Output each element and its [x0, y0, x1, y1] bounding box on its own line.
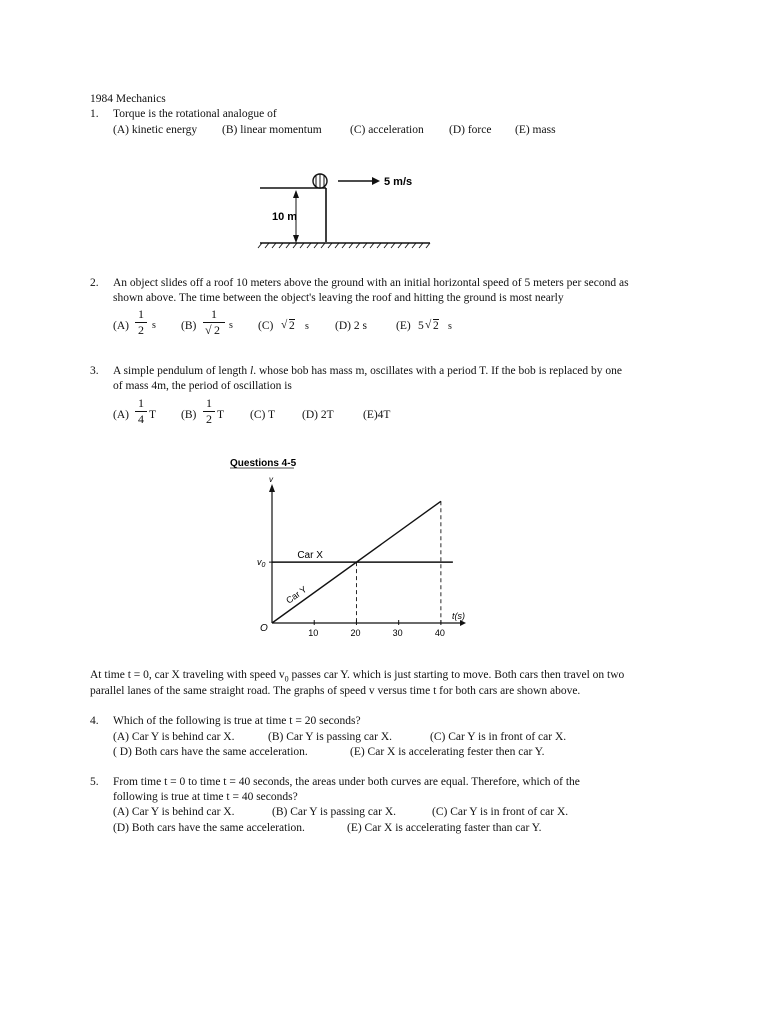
q2-b-denominator: 2: [214, 323, 220, 337]
q3-length-symbol: l: [250, 365, 254, 377]
q2-option-d: (D) 2 s: [335, 320, 367, 332]
q3-a-unit: T: [149, 409, 157, 421]
chart-series: [272, 501, 453, 623]
q3-option-e: (E)4T: [363, 409, 391, 421]
sqrt-icon: √: [205, 323, 212, 337]
q2-option-b-label: (B): [181, 320, 197, 332]
q5-option-d: (D) Both cars have the same acceleration.: [113, 822, 305, 834]
speed-label: 5 m/s: [384, 176, 413, 188]
q2-option-a-fraction: [135, 308, 147, 337]
q5-number: 5.: [90, 776, 99, 788]
q4-option-d: ( D) Both cars have the same acceleration.: [113, 746, 308, 758]
height-label: 10 m: [272, 211, 298, 223]
origin-label: O: [260, 623, 268, 634]
q3-b-numerator: 1: [206, 396, 212, 410]
q5-option-b: (B) Car Y is passing car X.: [272, 806, 397, 818]
roof-figure: [250, 160, 450, 255]
q3-option-c: (C) T: [250, 409, 276, 421]
context-line-1-start: At time t = 0, car X traveling with speed v: [90, 669, 285, 681]
q2-a-numerator: 1: [138, 307, 144, 321]
q1-option-b: (B) linear momentum: [222, 124, 322, 136]
q3-option-b-fraction: [203, 397, 215, 426]
q3-a-numerator: 1: [138, 396, 144, 410]
chart-title: Questions 4-5: [230, 458, 297, 469]
q2-c-unit: s: [305, 321, 309, 332]
speed-time-chart-svg: [222, 448, 472, 643]
q4-text: Which of the following is true at time t = 20 seconds?: [113, 715, 361, 727]
context-line-2: parallel lanes of the same straight road. The graphs of speed v versus time t for both cars are shown above.: [90, 685, 581, 697]
q1-option-d: (D) force: [449, 124, 492, 136]
q2-e-unit: s: [448, 321, 452, 332]
q3-option-a-fraction: [135, 397, 147, 426]
q4-option-e: (E) Car X is accelerating fester then car Y.: [350, 746, 545, 758]
v0-subscript: 0: [261, 562, 266, 570]
q1-text: Torque is the rotational analogue of: [113, 108, 277, 120]
q1-option-e: (E) mass: [515, 124, 556, 136]
q5-line-2: following is true at time t = 40 seconds?: [113, 791, 298, 803]
q1-option-c: (C) acceleration: [350, 124, 424, 136]
q2-c-value: 2: [289, 320, 295, 332]
q1-option-a: (A) kinetic energy: [113, 124, 198, 136]
series-car-x-label: Car X: [297, 550, 323, 562]
y-axis-label: v: [269, 475, 273, 484]
q3-option-b-label: (B): [181, 409, 197, 421]
q2-number: 2.: [90, 277, 99, 289]
x-tick-label: 30: [392, 628, 403, 638]
context-line-1-end: passes car Y. which is just starting to move. Both cars then travel on two: [288, 669, 625, 681]
q2-line-1: An object slides off a roof 10 meters above the ground with an initial horizontal speed of 5 meters per second as: [113, 277, 629, 289]
context-line-1: [90, 669, 624, 683]
x-axis-label: t(s): [452, 611, 465, 621]
q3-number: 3.: [90, 365, 99, 377]
x-tick-label: 20: [350, 628, 361, 638]
q3-a-denominator: 4: [138, 412, 144, 426]
q3-line-2: of mass 4m, the period of oscillation is: [113, 380, 292, 392]
roof-figure-svg: [250, 160, 450, 255]
series-car-y-label: Car Y: [284, 584, 309, 606]
q4-option-a: (A) Car Y is behind car X.: [113, 731, 235, 743]
v0-label: $v_0$: [257, 557, 266, 570]
q3-option-d: (D) 2T: [302, 409, 334, 421]
q2-b-unit: s: [229, 320, 233, 331]
x-tick-label: 10: [308, 628, 319, 638]
q2-a-unit: s: [152, 320, 156, 331]
q2-a-denominator: 2: [138, 323, 144, 337]
q2-option-b-fraction: [203, 308, 225, 337]
q3-b-denominator: 2: [206, 412, 212, 426]
q3-line-1-start: A simple pendulum of length: [113, 365, 251, 377]
q2-line-2: shown above. The time between the object's leaving the roof and hitting the ground is most nearly: [113, 292, 564, 304]
y-axis-arrowhead: [269, 484, 275, 492]
velocity-arrowhead: [372, 177, 380, 185]
q5-option-a: (A) Car Y is behind car X.: [113, 806, 235, 818]
chart-labels: [257, 475, 465, 638]
q5-option-c: (C) Car Y is in front of car X.: [432, 806, 569, 818]
q5-option-e: (E) Car X is accelerating faster than car Y.: [347, 822, 542, 834]
q2-option-c-label: (C): [258, 320, 274, 332]
page-title: 1984 Mechanics: [90, 93, 166, 105]
q2-e-coefficient: 5: [418, 320, 424, 332]
q5-line-1: From time t = 0 to time t = 40 seconds, the areas under both curves are equal. Therefore, which of the: [113, 776, 580, 788]
q2-e-value: 2: [433, 320, 439, 332]
sqrt-icon: √: [425, 319, 432, 331]
q2-b-numerator: 1: [211, 307, 217, 321]
q1-number: 1.: [90, 108, 99, 120]
q3-line-1-end: . whose bob has mass m, oscillates with a period T. If the bob is replaced by one: [253, 365, 623, 377]
q3-b-unit: T: [217, 409, 225, 421]
x-tick-label: 40: [434, 628, 445, 638]
q3-line-1: [113, 365, 622, 377]
speed-time-chart: [222, 448, 472, 643]
q4-number: 4.: [90, 715, 99, 727]
q4-option-b: (B) Car Y is passing car X.: [268, 731, 393, 743]
sqrt-icon: √: [281, 319, 288, 331]
context-v0-subscript: 0: [284, 674, 289, 684]
q2-option-a-label: (A): [113, 320, 129, 332]
q4-option-c: (C) Car Y is in front of car X.: [430, 731, 567, 743]
q2-option-e-label: (E): [396, 320, 411, 332]
q3-option-a-label: (A): [113, 409, 129, 421]
